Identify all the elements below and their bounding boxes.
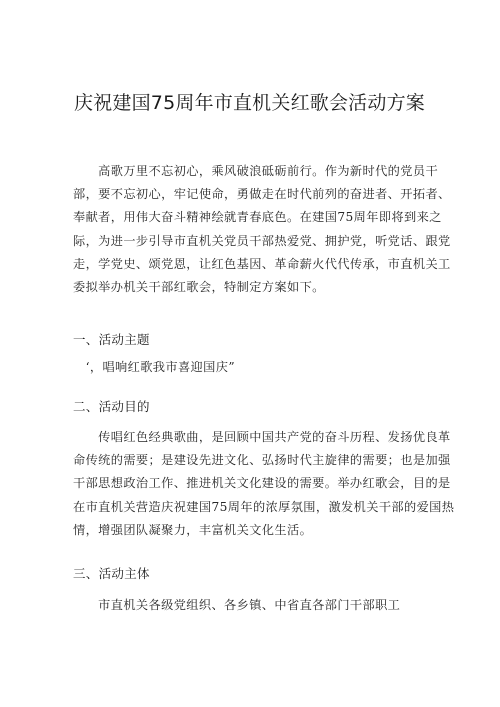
participants-line: 市直机关各级党组织、各乡镇、中省直各部门干部职工 xyxy=(73,598,401,612)
intro-line: 际，为进一步引导市直机关党员干部热爱党、拥护党，听党话、跟党 xyxy=(73,233,451,248)
intro-line: 高歌万里不忘初心，乘风破浪砥砺前行。作为新时代的党员干 xyxy=(73,164,439,178)
section-heading-participants: 三、活动主体 xyxy=(73,566,150,581)
theme-line: ‘，唱响红歌我市喜迎国庆” xyxy=(73,360,235,374)
intro-line: 奉献者，用伟大奋斗精神绘就青春底色。在建国75周年即将到来之 xyxy=(73,210,442,225)
intro-line: 委拟举办机关干部红歌会，特制定方案如下。 xyxy=(73,280,325,295)
section-heading-purpose: 二、活动目的 xyxy=(73,399,150,414)
intro-line: 部，要不忘初心，牢记使命，勇做走在时代前列的奋进者、开拓者、 xyxy=(73,187,451,202)
purpose-line: 传唱红色经典歌曲，是回顾中国共产党的奋斗历程、发扬优良革 xyxy=(73,430,451,444)
participants-paragraph xyxy=(73,594,433,617)
purpose-line: 情，增强团队凝聚力，丰富机关文化生活。 xyxy=(73,522,313,537)
purpose-line: 在市直机关营造庆祝建国75周年的浓厚氛围，激发机关干部的爱国热 xyxy=(73,499,455,514)
section-heading-theme: 一、活动主题 xyxy=(73,332,150,347)
purpose-line: 干部思想政治工作、推进机关文化建设的需要。举办红歌会，目的是 xyxy=(73,476,451,491)
purpose-line: 命传统的需要；是建设先进文化、弘扬时代主旋律的需要；也是加强 xyxy=(73,453,451,468)
document-title: 庆祝建国75周年市直机关红歌会活动方案 xyxy=(74,92,425,114)
purpose-paragraph xyxy=(73,426,455,542)
intro-paragraph xyxy=(73,160,451,299)
intro-line: 走，学党史、颂党恩，让红色基因、革命薪火代代传承，市直机关工 xyxy=(73,256,451,271)
theme-paragraph xyxy=(73,356,433,379)
